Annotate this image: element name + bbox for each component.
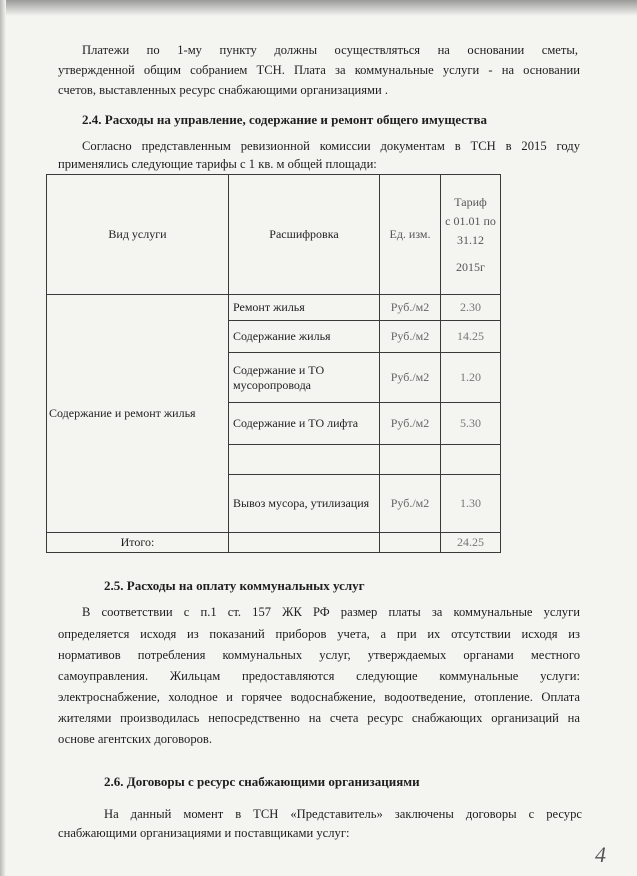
row-name: Содержание жилья [229, 321, 380, 353]
section-2-4-line-2: применялись следующие тарифы с 1 кв. м общей площади: [58, 157, 377, 171]
row-unit [380, 445, 441, 475]
row-name: Ремонт жилья [229, 295, 380, 321]
header-tariff: Тариф с 01.01 по 31.12 2015г [441, 175, 501, 295]
total-label: Итого: [47, 533, 229, 553]
row-unit: Руб./м2 [380, 295, 441, 321]
para1-line-2: утвержденной общим собранием ТСН. Плата за коммунальные услуги - на основании [58, 63, 580, 77]
section-2-4-heading: 2.4. Расходы на управление, содержание и ремонт общего имущества [82, 112, 487, 127]
header-decoding: Расшифровка [229, 175, 380, 295]
group-label: Содержание и ремонт жилья [47, 295, 229, 533]
row-value: 1.20 [441, 353, 501, 403]
section-2-6-line-1: На данный момент в ТСН «Представитель» заключены договоры с ресурс [104, 807, 582, 821]
row-value [441, 445, 501, 475]
para1-line-3: счетов, выставленных ресурс снабжающими организациями . [58, 83, 389, 97]
section-2-5-line-7: основе агентских договоров. [58, 732, 213, 746]
row-name [229, 445, 380, 475]
table-row [47, 295, 501, 321]
table-header-row [47, 175, 501, 295]
row-unit: Руб./м2 [380, 403, 441, 445]
row-name: Вывоз мусора, утилизация [229, 475, 380, 533]
row-value: 5.30 [441, 403, 501, 445]
page-number: 4 [595, 842, 606, 867]
section-2-5-line-5: электроснабжение, холодное и горячее водоснабжение, водоотведение, отопление. Оплата [58, 690, 580, 704]
row-unit: Руб./м2 [380, 475, 441, 533]
section-2-6-line-2: снабжающими организациями и поставщиками услуг: [58, 826, 350, 840]
row-value: 14.25 [441, 321, 501, 353]
row-name: Содержание и ТО мусоропровода [229, 353, 380, 403]
tariff-table [46, 174, 501, 553]
row-value: 2.30 [441, 295, 501, 321]
section-2-4-line-1: Согласно представленным ревизионной комиссии документам в ТСН в 2015 году [82, 139, 580, 153]
total-value: 24.25 [441, 533, 501, 553]
section-2-5-heading: 2.5. Расходы на оплату коммунальных услуг [104, 578, 365, 593]
row-value: 1.30 [441, 475, 501, 533]
row-name: Содержание и ТО лифта [229, 403, 380, 445]
section-2-5-line-3: нормативов потребления коммунальных услуг, утверждаемых органами местного [58, 648, 580, 662]
row-unit: Руб./м2 [380, 353, 441, 403]
section-2-5-line-1: В соответствии с п.1 ст. 157 ЖК РФ размер платы за коммунальные услуги [82, 605, 580, 619]
header-service: Вид услуги [47, 175, 229, 295]
section-2-5-line-4: самоуправления. Жильцам предоставляются следующие коммунальные услуги: [58, 669, 580, 683]
section-2-6-heading: 2.6. Договоры с ресурс снабжающими организациями [104, 774, 420, 789]
table-total-row [47, 533, 501, 553]
para1-line-1: Платежи по 1-му пункту должны осуществляться на основании сметы, [82, 43, 578, 57]
section-2-5-line-2: определяется исходя из показаний приборов учета, а при их отсутствии исходя из [58, 627, 580, 641]
row-unit: Руб./м2 [380, 321, 441, 353]
section-2-5-line-6: жителями производилась непосредственно на счета ресурс снабжающих организаций на [58, 711, 580, 725]
header-unit: Ед. изм. [380, 175, 441, 295]
